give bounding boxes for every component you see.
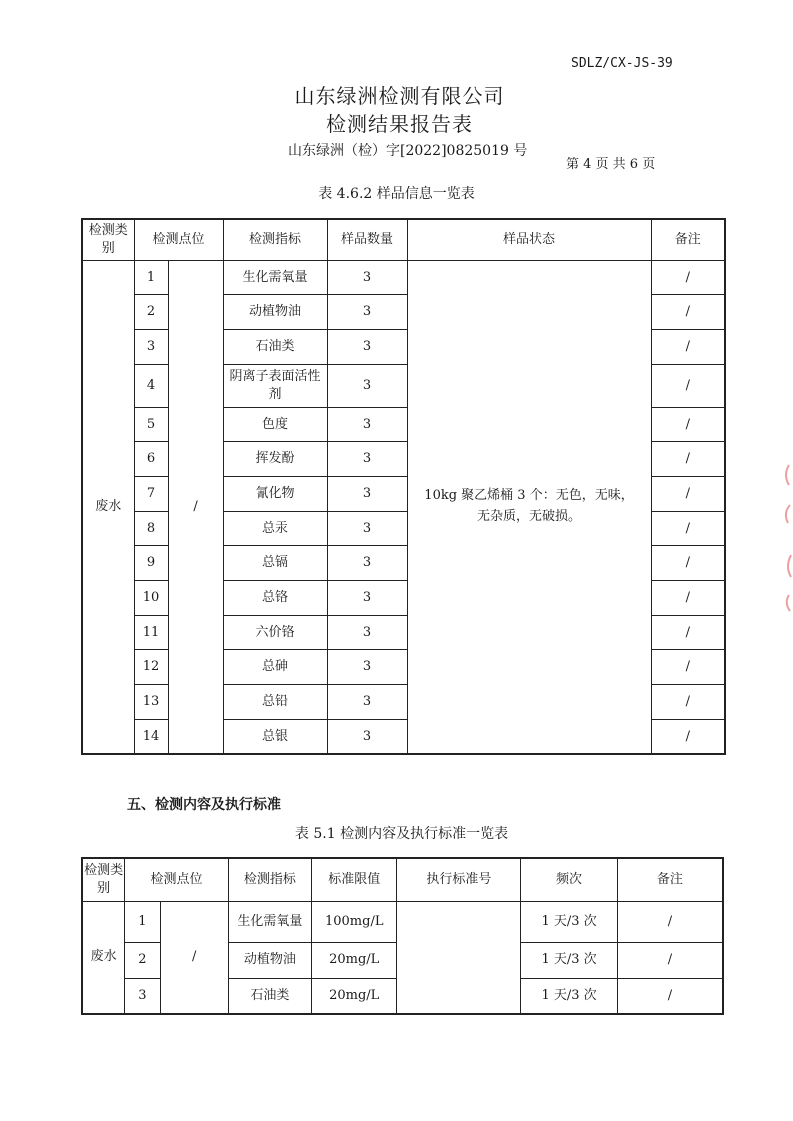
remark-cell: /: [651, 511, 725, 546]
header-point: 检测点位: [134, 219, 223, 260]
table-header-row: [82, 858, 723, 901]
item-cell: 阴离子表面活性剂: [223, 364, 327, 407]
qty-cell: 3: [327, 364, 407, 407]
remark-cell: /: [651, 476, 725, 511]
qty-cell: 3: [327, 719, 407, 754]
qty-cell: 3: [327, 511, 407, 546]
frequency-cell: 1 天/3 次: [521, 942, 618, 978]
limit-cell: 20mg/L: [312, 978, 397, 1014]
document-code: SDLZ/CX-JS-39: [571, 56, 673, 71]
row-number: 11: [134, 615, 168, 650]
remark-cell: /: [617, 978, 723, 1014]
row-number: 1: [125, 901, 161, 942]
qty-cell: 3: [327, 685, 407, 720]
header-point: 检测点位: [125, 858, 229, 901]
table-header-row: [82, 219, 725, 260]
sample-state-cell: 10kg 聚乙烯桶 3 个：无色，无味，无杂质，无破损。: [407, 260, 651, 754]
category-cell: 废水: [82, 901, 125, 1014]
header-category: 检测类别: [82, 219, 134, 260]
remark-cell: /: [651, 260, 725, 295]
row-number: 13: [134, 685, 168, 720]
item-cell: 动植物油: [223, 295, 327, 330]
header-state: 样品状态: [407, 219, 651, 260]
sample-info-table: [81, 218, 726, 755]
item-cell: 挥发酚: [223, 442, 327, 477]
item-cell: 色度: [223, 407, 327, 442]
remark-cell: /: [651, 295, 725, 330]
item-cell: 总汞: [223, 511, 327, 546]
row-number: 2: [134, 295, 168, 330]
header-remark: 备注: [651, 219, 725, 260]
item-cell: 动植物油: [228, 942, 311, 978]
row-number: 1: [134, 260, 168, 295]
row-number: 5: [134, 407, 168, 442]
limit-cell: 100mg/L: [312, 901, 397, 942]
report-title: 检测结果报告表: [326, 112, 473, 136]
qty-cell: 3: [327, 476, 407, 511]
category-cell: 废水: [82, 260, 134, 754]
frequency-cell: 1 天/3 次: [521, 978, 618, 1014]
item-cell: 总砷: [223, 650, 327, 685]
qty-cell: 3: [327, 407, 407, 442]
remark-cell: /: [651, 442, 725, 477]
row-number: 3: [125, 978, 161, 1014]
remark-cell: /: [617, 942, 723, 978]
point-cell: /: [160, 901, 228, 1014]
row-number: 3: [134, 329, 168, 364]
remark-cell: /: [651, 650, 725, 685]
row-number: 12: [134, 650, 168, 685]
header-qty: 样品数量: [327, 219, 407, 260]
row-number: 8: [134, 511, 168, 546]
item-cell: 生化需氧量: [228, 901, 311, 942]
item-cell: 总镉: [223, 546, 327, 581]
item-cell: 石油类: [223, 329, 327, 364]
standard-no-cell: [397, 901, 521, 1014]
remark-cell: /: [651, 546, 725, 581]
report-number: 山东绿洲（检）字[2022]0825019 号: [288, 143, 528, 159]
row-number: 10: [134, 581, 168, 616]
remark-cell: /: [651, 685, 725, 720]
item-cell: 石油类: [228, 978, 311, 1014]
table2-caption: 表 5.1 检测内容及执行标准一览表: [294, 826, 509, 842]
item-cell: 总铬: [223, 581, 327, 616]
header-limit: 标准限值: [312, 858, 397, 901]
row-number: 7: [134, 476, 168, 511]
stamp-edge-mark: [779, 460, 793, 620]
item-cell: 氰化物: [223, 476, 327, 511]
item-cell: 六价铬: [223, 615, 327, 650]
qty-cell: 3: [327, 442, 407, 477]
qty-cell: 3: [327, 546, 407, 581]
remark-cell: /: [651, 615, 725, 650]
page-indicator: 第 4 页 共 6 页: [566, 157, 656, 172]
remark-cell: /: [651, 581, 725, 616]
item-cell: 总铅: [223, 685, 327, 720]
company-name: 山东绿洲检测有限公司: [294, 84, 505, 108]
qty-cell: 3: [327, 615, 407, 650]
header-category: 检测类别: [82, 858, 125, 901]
item-cell: 总银: [223, 719, 327, 754]
remark-cell: /: [651, 407, 725, 442]
table1-caption: 表 4.6.2 样品信息一览表: [318, 186, 475, 202]
header-standard-no: 执行标准号: [397, 858, 521, 901]
qty-cell: 3: [327, 295, 407, 330]
qty-cell: 3: [327, 581, 407, 616]
qty-cell: 3: [327, 260, 407, 295]
row-number: 2: [125, 942, 161, 978]
row-number: 14: [134, 719, 168, 754]
row-number: 4: [134, 364, 168, 407]
header-frequency: 频次: [521, 858, 618, 901]
item-cell: 生化需氧量: [223, 260, 327, 295]
remark-cell: /: [651, 719, 725, 754]
header-remark: 备注: [617, 858, 723, 901]
row-number: 9: [134, 546, 168, 581]
header-item: 检测指标: [228, 858, 311, 901]
standards-table: [81, 857, 724, 1015]
qty-cell: 3: [327, 650, 407, 685]
remark-cell: /: [651, 329, 725, 364]
table-row: [82, 901, 723, 942]
limit-cell: 20mg/L: [312, 942, 397, 978]
qty-cell: 3: [327, 329, 407, 364]
remark-cell: /: [651, 364, 725, 407]
frequency-cell: 1 天/3 次: [521, 901, 618, 942]
point-cell: /: [168, 260, 223, 754]
section-heading: 五、检测内容及执行标准: [127, 797, 281, 813]
table-row: [82, 260, 725, 295]
header-item: 检测指标: [223, 219, 327, 260]
row-number: 6: [134, 442, 168, 477]
remark-cell: /: [617, 901, 723, 942]
